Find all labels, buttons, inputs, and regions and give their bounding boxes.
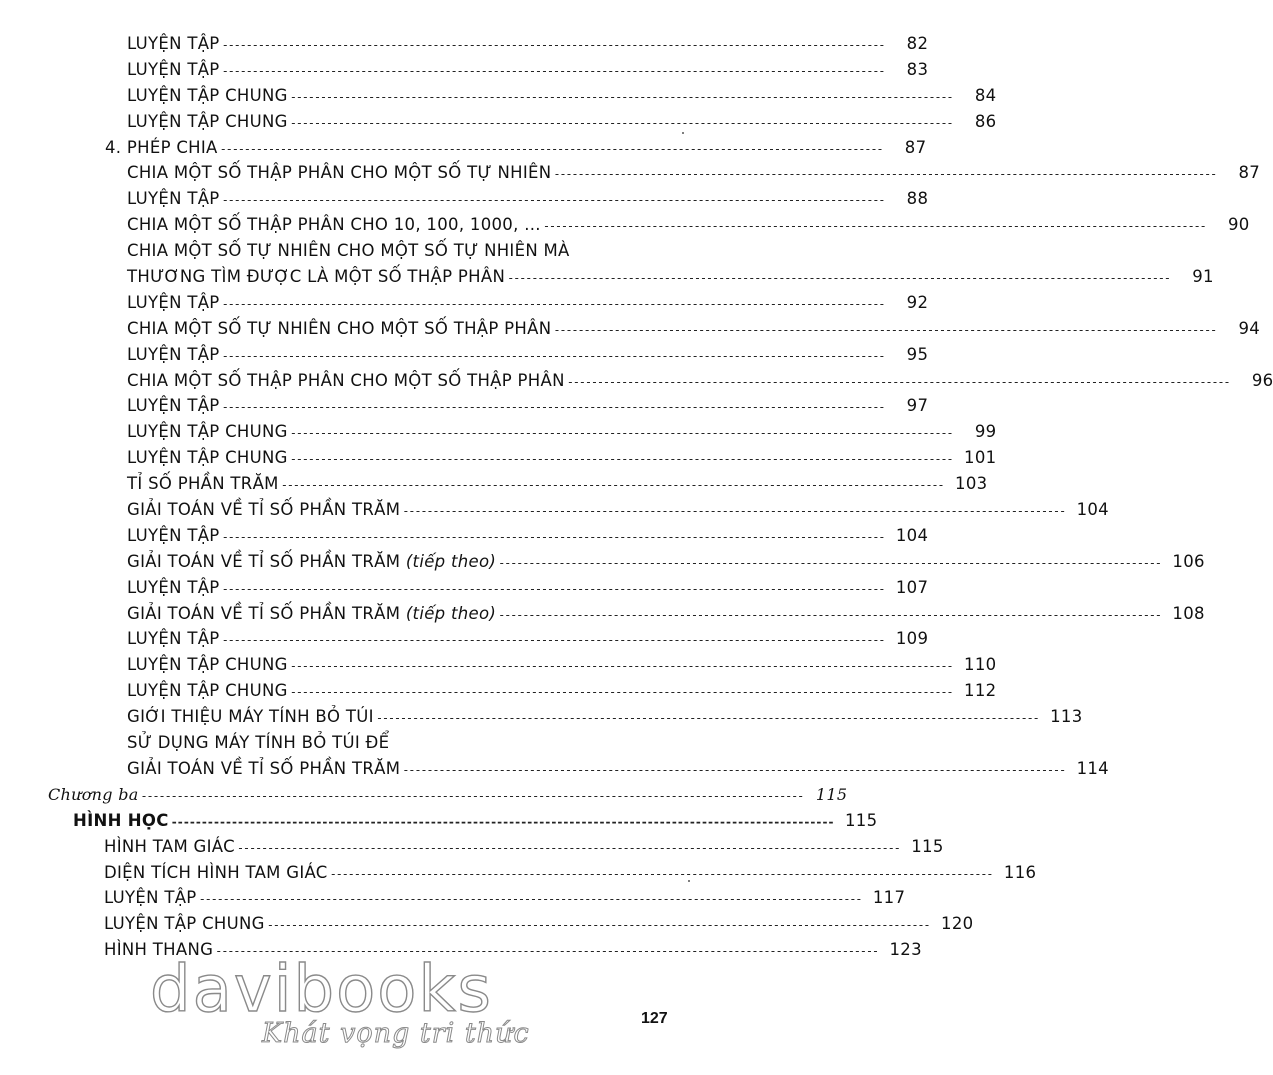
- toc-entry: LUYỆN TẬP -------------------------------------------------------------------------------------------------------------- 88: [127, 189, 929, 209]
- toc-part: HÌNH HỌC -------------------------------------------------------------------------------------------------------------- 115: [73, 810, 878, 830]
- toc-chapter: Chương ba -------------------------------------------------------------------------------------------------------------- 115: [48, 784, 848, 804]
- toc-entry: GIỚI THIỆU MÁY TÍNH BỎ TÚI -------------------------------------------------------------------------------------------------------------- 113: [127, 707, 1083, 727]
- toc-entry: CHIA MỘT SỐ THẬP PHÂN CHO MỘT SỐ THẬP PHÂN -------------------------------------------------------------------------------------------------------------- 96: [127, 370, 1273, 390]
- toc-entry: LUYỆN TẬP -------------------------------------------------------------------------------------------------------------- 107: [127, 577, 929, 597]
- toc-entry: LUYỆN TẬP -------------------------------------------------------------------------------------------------------------- 104: [127, 525, 929, 545]
- watermark-brand: davibooks: [150, 953, 493, 1027]
- toc-entry: THƯƠNG TÌM ĐƯỢC LÀ MỘT SỐ THẬP PHÂN -------------------------------------------------------------------------------------------------------------- 91: [127, 267, 1214, 287]
- toc-entry: LUYỆN TẬP -------------------------------------------------------------------------------------------------------------- 82: [127, 34, 929, 53]
- toc-entry: LUYỆN TẬP CHUNG -------------------------------------------------------------------------------------------------------------- 112: [127, 681, 997, 701]
- toc-section: 4. PHÉP CHIA -------------------------------------------------------------------------------------------------------------- 87: [105, 137, 927, 157]
- toc-entry: GIẢI TOÁN VỀ TỈ SỐ PHẦN TRĂM (tiếp theo) -------------------------------------------------------------------------------------------------------------- 106: [127, 551, 1205, 571]
- page-number: 127: [641, 1010, 668, 1027]
- toc-entry: GIẢI TOÁN VỀ TỈ SỐ PHẦN TRĂM -------------------------------------------------------------------------------------------------------------- 114: [127, 758, 1109, 778]
- toc-entry: DIỆN TÍCH HÌNH TAM GIÁC -------------------------------------------------------------------------------------------------------------- 116: [104, 862, 1037, 882]
- scan-speck: [682, 132, 684, 134]
- toc-entry: LUYỆN TẬP -------------------------------------------------------------------------------------------------------------- 97: [127, 396, 929, 416]
- toc-entry: LUYỆN TẬP CHUNG -------------------------------------------------------------------------------------------------------------- 84: [127, 85, 997, 105]
- scan-speck: [688, 880, 690, 882]
- toc-entry: LUYỆN TẬP CHUNG -------------------------------------------------------------------------------------------------------------- 86: [127, 111, 997, 131]
- toc-entry: HÌNH THANG -------------------------------------------------------------------------------------------------------------- 123: [104, 940, 922, 960]
- toc-entry: LUYỆN TẬP -------------------------------------------------------------------------------------------------------------- 117: [104, 888, 906, 908]
- table-of-contents: [0, 34, 1273, 966]
- toc-entry: LUYỆN TẬP CHUNG -------------------------------------------------------------------------------------------------------------- 110: [127, 655, 997, 675]
- toc-entry: GIẢI TOÁN VỀ TỈ SỐ PHẦN TRĂM -------------------------------------------------------------------------------------------------------------- 104: [127, 500, 1109, 520]
- continued-note: (tiếp theo): [405, 551, 497, 571]
- toc-entry: CHIA MỘT SỐ TỰ NHIÊN CHO MỘT SỐ THẬP PHÂN -------------------------------------------------------------------------------------------------------------- 94: [127, 318, 1261, 338]
- toc-entry: HÌNH TAM GIÁC -------------------------------------------------------------------------------------------------------------- 115: [104, 836, 944, 856]
- toc-entry: LUYỆN TẬP -------------------------------------------------------------------------------------------------------------- 95: [127, 344, 929, 364]
- toc-entry: LUYỆN TẬP CHUNG -------------------------------------------------------------------------------------------------------------- 99: [127, 422, 997, 442]
- toc-entry: CHIA MỘT SỐ THẬP PHÂN CHO 10, 100, 1000, ... -------------------------------------------------------------------------------------------------------------- 90: [127, 215, 1250, 235]
- toc-entry: LUYỆN TẬP -------------------------------------------------------------------------------------------------------------- 109: [127, 629, 929, 649]
- toc-entry: LUYỆN TẬP CHUNG -------------------------------------------------------------------------------------------------------------- 120: [104, 914, 974, 934]
- toc-entry: CHIA MỘT SỐ THẬP PHÂN CHO MỘT SỐ TỰ NHIÊN -------------------------------------------------------------------------------------------------------------- 87: [127, 163, 1261, 183]
- toc-entry-continued: SỬ DỤNG MÁY TÍNH BỎ TÚI ĐỂ: [127, 733, 390, 753]
- toc-entry: LUYỆN TẬP -------------------------------------------------------------------------------------------------------------- 92: [127, 292, 929, 312]
- watermark-slogan: Khát vọng tri thức: [262, 1018, 530, 1049]
- toc-entry: TỈ SỐ PHẦN TRĂM -------------------------------------------------------------------------------------------------------------- 103: [127, 474, 988, 494]
- continued-note: (tiếp theo): [405, 603, 497, 623]
- toc-entry: LUYỆN TẬP -------------------------------------------------------------------------------------------------------------- 83: [127, 59, 929, 79]
- toc-entry: GIẢI TOÁN VỀ TỈ SỐ PHẦN TRĂM (tiếp theo) -------------------------------------------------------------------------------------------------------------- 108: [127, 603, 1205, 623]
- toc-entry-continued: CHIA MỘT SỐ TỰ NHIÊN CHO MỘT SỐ TỰ NHIÊN MÀ: [127, 241, 570, 261]
- toc-entry: LUYỆN TẬP CHUNG -------------------------------------------------------------------------------------------------------------- 101: [127, 448, 997, 468]
